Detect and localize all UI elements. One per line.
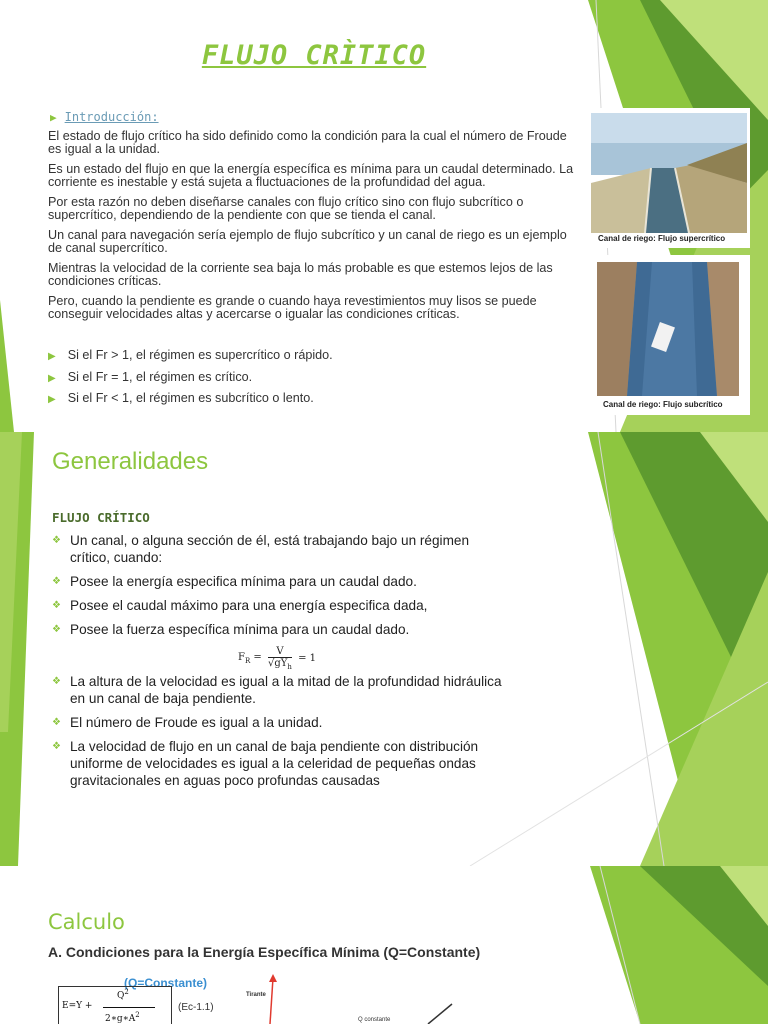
formula-rhs: = 1 [298, 653, 316, 664]
formula-numerator: V [268, 646, 292, 658]
triangle-bullet-icon: ▶ [50, 111, 57, 124]
slide-title: Generalidades [52, 448, 209, 475]
slide-title: Calculo [48, 910, 125, 934]
paragraph: Un canal para navegación sería ejemplo de flujo subcrítico y un canal de riego es un ejemplo de canal supercrítico. [48, 228, 567, 255]
list-item [48, 370, 333, 392]
list-item [52, 573, 512, 590]
list-item-text: La altura de la velocidad es igual a la mitad de la profundidad hidráulica en un canal de baja pendiente. [70, 674, 502, 706]
list-item-text: Posee el caudal máximo para una energía especifica dada, [70, 598, 428, 613]
formula-den-sub: h [287, 663, 292, 671]
triangle-bullet-icon: ▶ [48, 372, 56, 384]
diamond-bullet-icon: ❖ [52, 624, 61, 635]
slide-calculo [0, 866, 768, 1024]
equation-lhs: E=Y + [62, 1001, 93, 1011]
formula-lhs: F [238, 652, 245, 663]
intro-label: Introducción: [64, 110, 159, 124]
paragraph: Mientras la velocidad de la corriente sea baja lo más probable es que estemos lejos de las condiciones críticas. [48, 261, 553, 288]
navigation-canal-image [597, 262, 739, 396]
list-item [52, 621, 512, 638]
photo-caption: Canal de riego: Flujo supercrítico [598, 234, 726, 243]
paragraph: Es un estado del flujo en que la energía específica es mínima para un caudal determinado. La corriente es inestable y está sujeta a fluctuaciones de la profundidad del agua. [48, 162, 574, 189]
froude-formula: $F_R$ = V $√gY_h$ = 1 [238, 646, 316, 671]
triangle-bullet-icon: ▶ [48, 394, 56, 405]
list-item-text: Posee la energía especifica mínima para un caudal dado. [70, 574, 417, 589]
paragraph: Pero, cuando la pendiente es grande o cuando haya revestimientos muy lisos se puede conseguir velocidades altas y acercarse o igualar las condiciones críticas. [48, 294, 537, 321]
paragraph: El estado de flujo crítico ha sido definido como la condición para la cual el número de Froude es igual a la unidad. [48, 129, 567, 156]
slide-intro [0, 0, 768, 432]
slide-generalidades [0, 432, 768, 866]
irrigation-canal-image [591, 113, 747, 233]
list-item [48, 348, 333, 370]
list-item [52, 532, 512, 566]
diamond-bullet-icon: ❖ [52, 676, 61, 687]
photo-caption: Canal de riego: Flujo subcrítico [603, 400, 723, 409]
q-constant-label: (Q=Constante) [124, 976, 208, 990]
formula-sub: R [244, 657, 251, 665]
list-item [52, 597, 512, 614]
equation-reference: (Ec-1.1) [178, 1002, 214, 1013]
section-subtitle: A. Condiciones para la Energía Específica Mínima (Q=Constante) [48, 944, 481, 960]
list-item [52, 738, 512, 789]
list-item-text: Si el Fr = 1, el régimen es crítico. [67, 369, 253, 384]
diamond-bullet-icon: ❖ [52, 717, 61, 728]
intro-body [48, 130, 578, 328]
intro-heading [50, 110, 159, 124]
diamond-bullet-icon: ❖ [52, 535, 61, 546]
equation-num-sup: 2 [124, 988, 129, 996]
list-item-text: Si el Fr < 1, el régimen es subcrítico o lento. [67, 391, 314, 405]
graph-curve-label: Q constante [358, 1017, 391, 1023]
froude-list [48, 348, 333, 413]
list-item-text: La velocidad de flujo en un canal de baja pendiente con distribución uniforme de velocidades es igual a la celeridad de pequeñas ondas gravitacionales en aguas poco profundas causadas [70, 739, 479, 788]
list-item-text: El número de Froude es igual a la unidad. [70, 715, 323, 730]
list-item [52, 673, 512, 707]
photo-frame [584, 108, 750, 248]
list-item-text: Si el Fr > 1, el régimen es supercrítico o rápido. [67, 348, 333, 362]
triangle-bullet-icon: ▶ [48, 351, 56, 362]
photo-frame [584, 255, 750, 415]
diamond-bullet-icon: ❖ [52, 741, 61, 752]
list-item [52, 714, 512, 731]
list-item-text: Posee la fuerza específica mínima para un caudal dado. [70, 622, 410, 637]
paragraph: Por esta razón no deben diseñarse canales con flujo crítico sino con flujo subcrítico o supercrítico, dependiendo de la pendiente con que se tienda el canal. [48, 195, 524, 222]
energy-equation-box [58, 986, 172, 1024]
list-item [48, 391, 333, 413]
equation-den-sup: 2 [135, 1011, 140, 1019]
graph-y-label: Tirante [246, 992, 266, 998]
equation-numerator: Q [117, 991, 125, 1001]
formula-denominator: gY [274, 658, 288, 669]
slide-title: FLUJO CRÌTICO [201, 40, 427, 71]
equation-denominator: 2∗g∗A [105, 1014, 136, 1024]
list-item-text: Un canal, o alguna sección de él, está trabajando bajo un régimen crítico, cuando: [70, 533, 470, 565]
diamond-bullet-icon: ❖ [52, 600, 61, 611]
diamond-bullet-icon: ❖ [52, 576, 61, 587]
section-subtitle: FLUJO CRÍTICO [52, 510, 150, 525]
